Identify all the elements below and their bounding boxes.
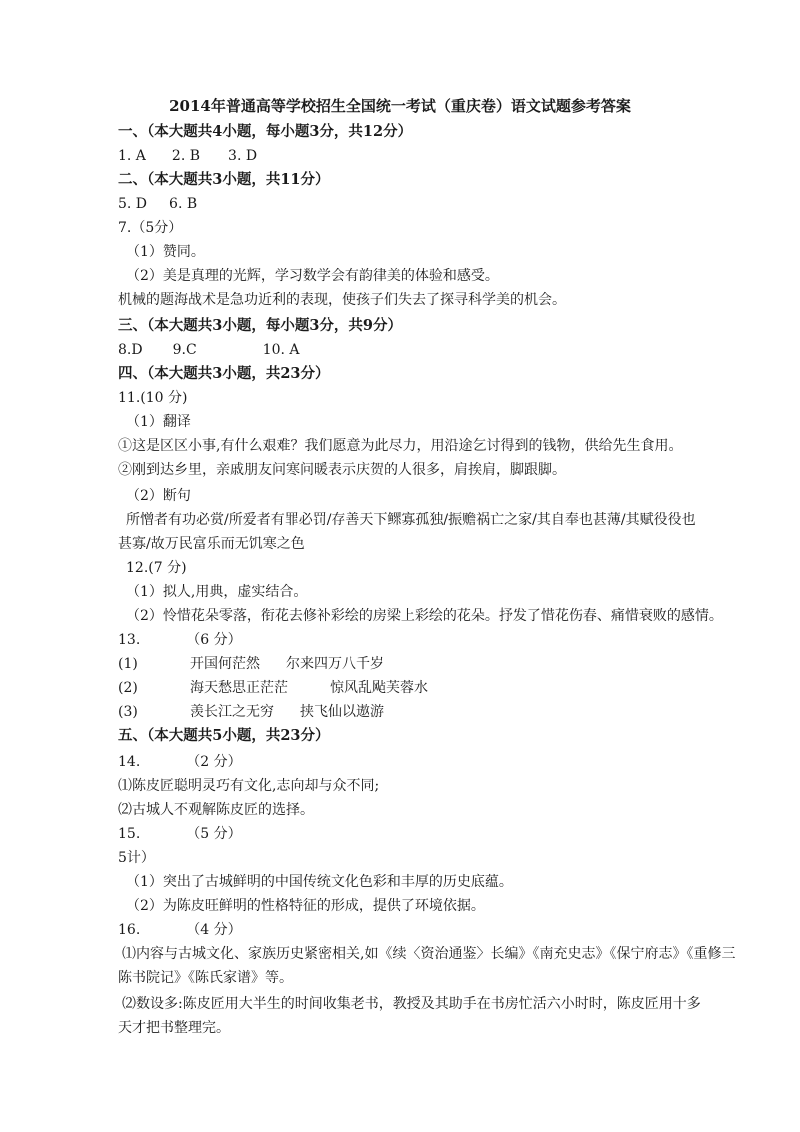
answer-row-1-3: [118, 146, 257, 166]
question-11-punctuation-a: 所憎者有功必赏/所爱者有罪必罚/存善天下鳏寡孤独/振赡祸亡之家/其自奉也甚薄/其赋役役也: [126, 512, 696, 528]
question-13-row-1: [118, 654, 384, 674]
section-1-heading: 一、（本大题共4小题，每小题3分，共12分）: [118, 123, 413, 140]
question-14-header: [118, 752, 242, 772]
answer-8: 8.D: [118, 342, 143, 358]
answer-1: 1. A: [118, 148, 146, 164]
poem-line-a: 羡长江之无穷: [190, 704, 274, 720]
question-15-part-2: （2）为陈皮旺鲜明的性格特征的形成，提供了环境依据。: [126, 898, 485, 914]
section-4-heading: 四、（本大题共3小题，共23分）: [118, 365, 330, 382]
question-15-number: 15.: [118, 826, 141, 842]
question-15-note: 5计）: [118, 850, 155, 866]
answer-5: 5. D: [118, 196, 148, 212]
question-13-number: 13.: [118, 632, 141, 648]
row-number: (2): [118, 680, 138, 696]
poem-line-a: 开国何茫然: [190, 656, 260, 672]
question-13-row-2: [118, 678, 428, 698]
question-12-part-1: （1）拟人,用典，虚实结合。: [126, 584, 308, 600]
answer-3: 3. D: [228, 148, 258, 164]
question-13-row-3: [118, 702, 384, 722]
question-13-header: [118, 630, 242, 650]
section-2-heading: 二、（本大题共3小题，共11分）: [118, 171, 330, 188]
poem-line-b: 挟飞仙以遨游: [300, 704, 384, 720]
question-11-label: 11.(10 分): [118, 390, 188, 406]
question-11-translation-b: ②刚到达乡里，亲戚朋友问寒问暖表示庆贺的人很多，肩挨肩，脚跟脚。: [118, 462, 566, 478]
row-number: (1): [118, 656, 138, 672]
question-14-part-1: ⑴陈皮匠聪明灵巧有文化,志向却与众不同;: [118, 778, 380, 794]
question-14-part-2: ⑵古城人不观解陈皮匠的选择。: [118, 802, 314, 818]
question-11-punctuation-b: 甚寡/故万民富乐而无饥寒之色: [118, 536, 305, 552]
question-16-number: 16.: [118, 922, 141, 938]
question-15-part-1: （1）突出了古城鲜明的中国传统文化色彩和丰厚的历史底蕴。: [126, 874, 513, 890]
question-16-part-1b: 陈书院记》《陈氏家谱》等。: [118, 970, 293, 986]
document-title: 2014年普通高等学校招生全国统一考试（重庆卷）语文试题参考答案: [169, 97, 631, 115]
question-11-part-1: （1）翻译: [126, 414, 191, 430]
answer-2: 2. B: [171, 148, 201, 164]
answer-row-8-10: [118, 340, 300, 360]
question-14-score: （2 分）: [186, 754, 242, 770]
question-14-number: 14.: [118, 754, 141, 770]
question-7-part-2: （2）美是真理的光辉，学习数学会有韵律美的体验和感受。: [126, 268, 499, 284]
section-3-heading: 三、（本大题共3小题，每小题3分，共9分）: [118, 317, 403, 334]
poem-line-b: 惊风乱飐芙蓉水: [330, 680, 428, 696]
question-12-label: 12.(7 分): [126, 560, 187, 576]
question-7-part-3: 机械的题海战术是急功近利的表现，使孩子们失去了探寻科学美的机会。: [118, 292, 566, 308]
question-16-score: （4 分）: [186, 922, 242, 938]
question-12-part-2: （2）怜惜花朵零落，衔花去修补彩绘的房梁上彩绘的花朵。抒发了惜花伤春、痛惜衰败的感情。: [126, 608, 723, 624]
section-5-heading: 五、（本大题共5小题，共23分）: [118, 727, 330, 744]
question-7-part-1: （1）赞同。: [126, 244, 205, 260]
question-7-label: 7.（5分）: [118, 220, 183, 236]
answer-10: 10. A: [262, 342, 300, 358]
question-16-part-2b: 天才把书整理完。: [118, 1020, 230, 1036]
poem-line-a: 海天愁思正茫茫: [190, 680, 288, 696]
poem-line-b: 尔来四万八千岁: [286, 656, 384, 672]
question-13-score: （6 分）: [186, 632, 242, 648]
answer-9: 9.C: [172, 342, 197, 358]
question-16-part-2a: ⑵数设多:陈皮匠用大半生的时间收集老书，教授及其助手在书房忙活六小时时，陈皮匠用十多: [122, 996, 701, 1012]
answer-6: 6. B: [169, 196, 198, 212]
question-16-header: [118, 920, 242, 940]
question-16-part-1a: ⑴内容与古城文化、家族历史紧密相关,如《续〈资治通鉴〉长编》《南充史志》《保宁府志》《重修三: [122, 946, 736, 962]
question-11-part-2: （2）断句: [126, 488, 191, 504]
question-15-header: [118, 824, 242, 844]
question-15-score: （5 分）: [186, 826, 242, 842]
answer-row-5-6: [118, 194, 197, 214]
question-11-translation-a: ①这是区区小事,有什么艰难？我们愿意为此尽力，用沿途乞讨得到的钱物，供给先生食用。: [118, 438, 683, 454]
row-number: (3): [118, 704, 138, 720]
